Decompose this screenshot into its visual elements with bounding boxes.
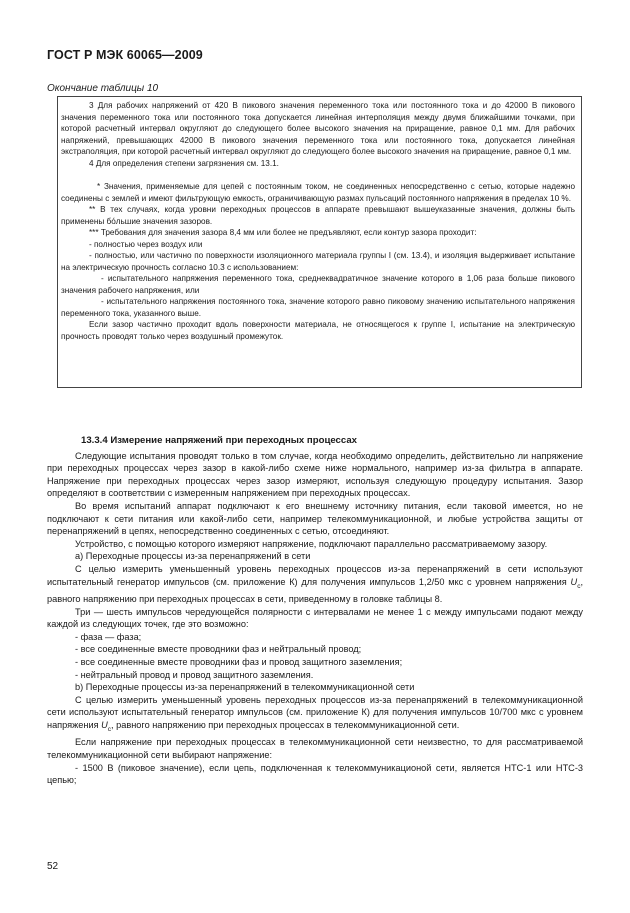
- note-4: 4 Для определения степени загрязнения см. 13.1.: [89, 158, 279, 168]
- table-continuation-caption: Окончание таблицы 10: [47, 83, 159, 94]
- footnote-3-subitem-1: - испытательного напряжения переменного тока, среднеквадратичное значение которого в 1,06 раза больше пикового значения рабочего напряжения, или: [61, 274, 575, 295]
- main-text: [47, 435, 583, 787]
- list-item: - все соединенные вместе проводники фаз и нейтральный провод;: [75, 644, 362, 655]
- note-3: 3 Для рабочих напряжений от 420 В пикового значения переменного тока или постоянного тока и до 42000 В пикового значения переменного тока или постоянного тока допускается линейная интерполяция между двумя ближайшими точками, при которой расчетный интервал округляют до следующего более высокого значения на приращение, равное 0,1 мм. Для рабочих напряжений, превышающих 42000 В пикового значения переменного тока или постоянного тока, допускается линейная экстраполяция, при которой расчетный интервал округляют до следующего более высокого значения на приращение, равное 0,1 мм.: [61, 101, 575, 156]
- footnote-3: *** Требования для значения зазора 8,4 мм или более не предъявляют, если контур зазора проходит:: [89, 228, 477, 237]
- section-heading: 13.3.4 Измерение напряжений при переходных процессах: [81, 435, 358, 446]
- document-header: ГОСТ Р МЭК 60065—2009: [47, 48, 203, 62]
- page-number: 52: [47, 861, 59, 872]
- table-notes: [61, 100, 575, 342]
- paragraph: Устройство, с помощью которого измеряют напряжение, подключают параллельно рассматриваемому зазору.: [75, 538, 548, 549]
- list-item: - нейтральный провод и провод защитного заземления.: [75, 669, 314, 680]
- footnote-3-subitem-2: - испытательного напряжения постоянного тока, значение которого равно пиковому значению испытательного напряжения переменного тока, указанного выше.: [61, 297, 575, 318]
- paragraph: Если напряжение при переходных процессах в телекоммуникационной сети неизвестно, то для рассматриваемой телекоммуникационной сети выбирают напряжение:: [47, 737, 583, 760]
- subsection-a: а) Переходные процессы из-за перенапряжений в сети: [75, 551, 311, 562]
- footnote-3-item-1: - полностью через воздух или: [89, 239, 203, 249]
- paragraph: Следующие испытания проводят только в том случае, когда необходимо определить, действительно ли напряжение при переходных процессах через зазор в какой-либо схеме ниже нормального, например из-за фильтра в аппарате. Напряжение при переходных процессах через зазор измеряют, используя следующую процедуру испытания. Зазор определяют в соответствии с измеренным напряжением при переходных процессах.: [47, 450, 583, 499]
- list-item: - фаза — фаза;: [75, 631, 142, 642]
- footnote-3-closing: Если зазор частично проходит вдоль поверхности материала, не относящегося к группе I, испытание на электрическую прочность проводят только через воздушный промежуток.: [61, 320, 575, 341]
- paragraph: Три — шесть импульсов чередующейся полярности с интервалами не менее 1 с между импульсами подают между каждой из следующих точек, где это возможно:: [47, 606, 583, 630]
- paragraph: С целью измерить уменьшенный уровень переходных процессов из-за перенапряжений в сети используют испытательный генератор импульсов (см. приложение К) для получения импульсов 1,2/50 мкс с уровнем напряжения $U_c$, равного напряжению при переходных процессах в сети, приведенному в головке таблицы 8.: [47, 563, 583, 604]
- list-item: - все соединенные вместе проводники фаз и провод защитного заземления;: [75, 656, 403, 667]
- footnote-3-item-2: - полностью, или частично по поверхности изоляционного материала группы I (см. 13.4), и изоляция выдерживает испытание на электрическую прочность согласно 10.3 с использованием:: [61, 251, 575, 272]
- paragraph: С целью измерить уменьшенный уровень переходных процессов из-за перенапряжений в телекоммуникационной сети используют испытательный генератор импульсов (см. приложение К) для получения импульсов 10/700 мкс с уровнем напряжения $U_c$, равного напряжению при переходных процессах в телекоммуникационной сети.: [47, 694, 583, 733]
- footnote-1: * Значения, применяемые для цепей с постоянным током, не соединенных непосредственно с сетью, которые надежно соединены с землей и имеют фильтрующую емкость, ограничивающую размах пульсаций постоянного напряжения в пределах 10 %.: [61, 182, 575, 203]
- list-item: - 1500 В (пиковое значение), если цепь, подключенная к телекоммуникационой сети, является НТС-1 или НТС-3 цепью;: [47, 762, 583, 786]
- subsection-b: b) Переходные процессы из-за перенапряжений в телекоммуникационной сети: [75, 682, 415, 693]
- footnote-2: ** В тех случаях, когда уровни переходных процессов в аппарате превышают вышеуказанные значения, должны быть применены бо́льшие значения зазоров.: [61, 205, 575, 226]
- paragraph: Во время испытаний аппарат подключают к его внешнему источнику питания, если таковой имеется, но не подключают к сети питания или какой-либо сети, например телекоммуникационной, и любые устройства защиты от перенапряжений в цепях, непосредственно соединенных с сетью, отсоединяют.: [47, 500, 583, 537]
